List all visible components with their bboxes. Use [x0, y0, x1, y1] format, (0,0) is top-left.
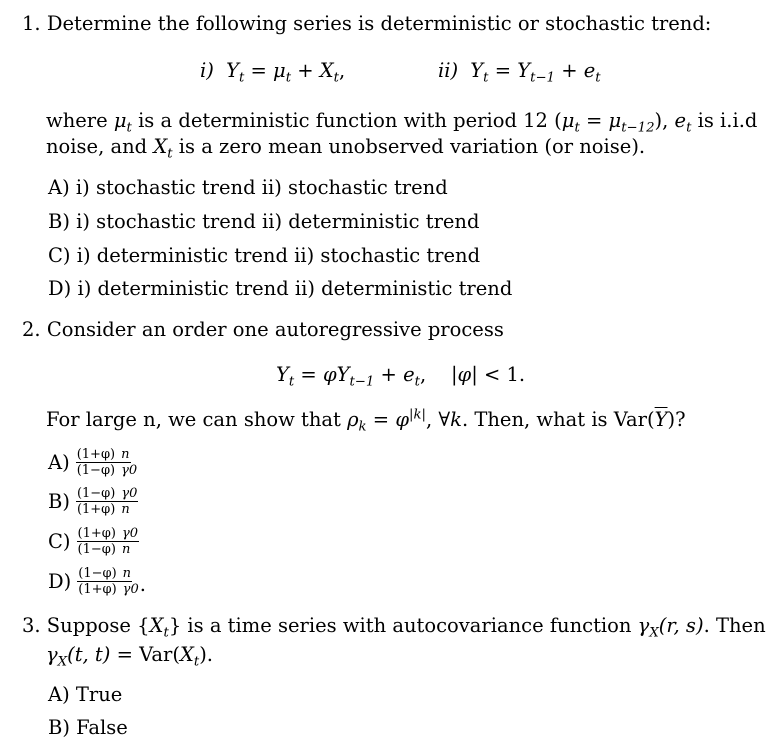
q1-equation-ii: [438, 59, 601, 86]
q1-eq-ii-label: ii): [438, 59, 459, 82]
option-text: i) deterministic trend ii) stochastic trend: [76, 244, 481, 267]
q2-stem-text: Consider an order one autoregressive process: [46, 318, 504, 341]
option-text: i) stochastic trend ii) deterministic trend: [76, 210, 480, 233]
frac-num: (1+φ): [77, 526, 116, 541]
frac-num-g: n: [121, 447, 130, 462]
q1-eq-i: $Y_t = \mu_t + X_t$,: [226, 59, 346, 86]
q1-stem: [22, 12, 711, 35]
option-text: True: [75, 683, 123, 706]
q1-where-line2: noise, and $X_t$ is a zero mean unobserved variation (or noise).: [46, 135, 646, 162]
option-label: B): [48, 490, 70, 513]
frac-num: (1−φ): [78, 566, 117, 581]
option-label: C): [48, 244, 71, 267]
option-label: B): [48, 716, 70, 739]
q2-stem: [22, 318, 504, 341]
q2-equation: $Y_t = \varphi Y_{t-1} + e_t$, |φ| < 1.: [276, 363, 526, 390]
q3-stem-line1: 3. Suppose $\{X_t\}$ is a time series with autocovariance function $\gamma_X(r$, s). Then: [22, 614, 766, 641]
frac-den: (1+φ): [78, 582, 117, 597]
q1-option-c[interactable]: [48, 244, 480, 267]
option-label: A): [48, 451, 70, 474]
option-text: False: [76, 716, 128, 739]
option-label: C): [48, 530, 71, 553]
frac-den: (1−φ): [77, 542, 116, 557]
q3-option-b[interactable]: [48, 716, 128, 739]
option-label: A): [48, 683, 70, 706]
q2-question: For large n, we can show that $\rho_k = \varphi^{|k|}$, ∀k. Then, what is $Var(\overline{Y})$?: [46, 407, 686, 435]
fraction: [76, 448, 138, 477]
q2-option-d[interactable]: [48, 567, 146, 596]
frac-den-g: γ0: [122, 582, 139, 597]
option-label: D): [48, 277, 72, 300]
frac-den-g: n: [121, 542, 131, 557]
option-label: D): [48, 570, 72, 593]
q1-option-d[interactable]: [48, 277, 512, 300]
q1-equation-i: [200, 59, 346, 86]
frac-num-g: γ0: [121, 486, 138, 501]
q2-number: 2.: [22, 318, 41, 341]
option-text: i) deterministic trend ii) deterministic trend: [77, 277, 513, 300]
q1-where-line1: where $\mu_t$ is a deterministic function with period 12 $(\mu_t = \mu_{t-12})$, $e_t$ is i.i.d: [46, 109, 758, 136]
option-tail: .: [139, 573, 146, 596]
frac-num: (1+φ): [76, 447, 116, 462]
frac-num-g: n: [122, 566, 132, 581]
option-label: A): [48, 176, 70, 199]
option-text: i) stochastic trend ii) stochastic trend: [75, 176, 448, 199]
q1-eq-ii: $Y_t = Y_{t-1} + e_t$: [470, 59, 601, 86]
fraction: [76, 487, 138, 516]
q3-option-a[interactable]: [48, 683, 122, 706]
q1-option-a[interactable]: [48, 176, 448, 199]
q1-stem-text: Determine the following series is deterministic or stochastic trend:: [46, 12, 712, 35]
option-label: B): [48, 210, 70, 233]
fraction: [77, 567, 139, 596]
frac-den: (1+φ): [76, 502, 116, 517]
q2-option-a[interactable]: [48, 448, 138, 477]
frac-den: (1−φ): [76, 463, 116, 478]
fraction: [77, 527, 139, 556]
frac-num-g: γ0: [121, 526, 138, 541]
q2-option-c[interactable]: [48, 527, 139, 556]
frac-den-g: n: [121, 502, 130, 517]
frac-den-g: γ0: [121, 463, 138, 478]
frac-num: (1−φ): [76, 486, 116, 501]
q3-stem-line2: $\gamma_X(t$, $t) = Var(X_t)$.: [46, 643, 214, 670]
q1-option-b[interactable]: [48, 210, 479, 233]
q1-eq-i-label: i): [200, 59, 214, 82]
q2-option-b[interactable]: [48, 487, 138, 516]
q1-number: 1.: [22, 12, 41, 35]
